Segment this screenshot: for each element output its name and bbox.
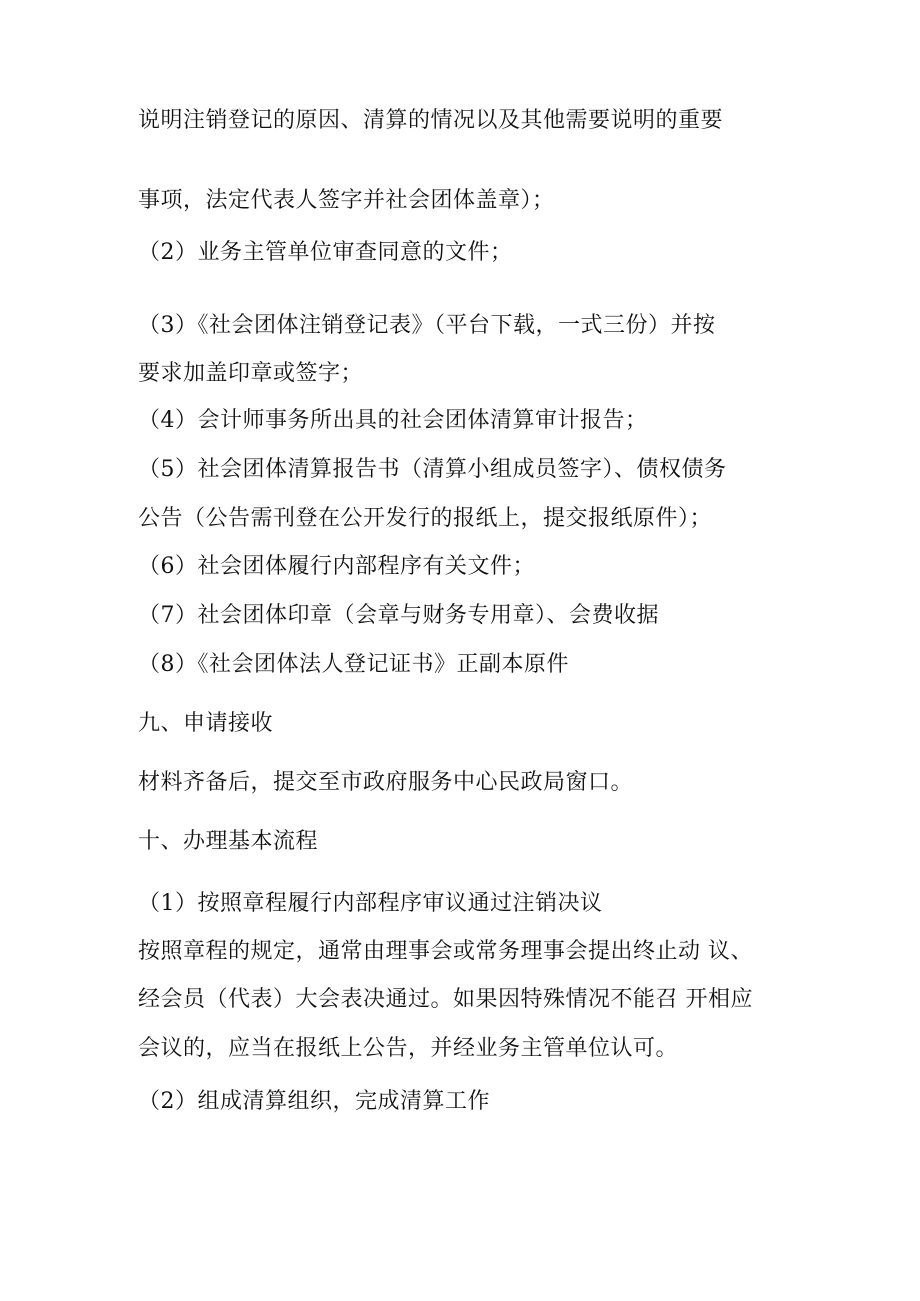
- list-item-6: （6）社会团体履行内部程序有关文件；: [138, 554, 535, 579]
- paragraph-line: 说明注销登记的原因、清算的情况以及其他需要说明的重要: [138, 108, 724, 133]
- section-heading-10: 十、办理基本流程: [138, 829, 319, 854]
- list-item-2: （2）业务主管单位审查同意的文件；: [138, 240, 513, 265]
- paragraph-line: 经会员（代表）大会表决通过。如果因特殊情况不能召 开相应: [138, 987, 753, 1012]
- paragraph-line: 材料齐备后，提交至市政府服务中心民政局窗口。: [138, 770, 634, 795]
- paragraph-line: 公告（公告需刊登在公开发行的报纸上，提交报纸原件）；: [138, 506, 713, 531]
- paragraph-line: 按照章程的规定，通常由理事会或常务理事会提出终止动 议、: [138, 939, 753, 964]
- paragraph-line: 事项，法定代表人签字并社会团体盖章）；: [138, 188, 555, 213]
- step-1: （1）按照章程履行内部程序审议通过注销决议: [138, 891, 603, 916]
- list-item-4: （4）会计师事务所出具的社会团体清算审计报告；: [138, 408, 648, 433]
- list-item-7: （7）社会团体印章（会章与财务专用章）、会费收据: [138, 603, 659, 628]
- list-item-8: （8）《社会团体法人登记证书》正副本原件: [138, 652, 569, 677]
- step-2: （2）组成清算组织，完成清算工作: [138, 1089, 490, 1114]
- list-item-3: （3）《社会团体注销登记表》（平台下载，一式三份）并按: [138, 313, 716, 338]
- section-heading-9: 九、申请接收: [138, 711, 274, 736]
- paragraph-line: 会议的，应当在报纸上公告，并经业务主管单位认可。: [138, 1036, 679, 1061]
- paragraph-line: 要求加盖印章或签字；: [138, 361, 364, 386]
- list-item-5: （5）社会团体清算报告书（清算小组成员签字）、债权债务: [138, 457, 727, 482]
